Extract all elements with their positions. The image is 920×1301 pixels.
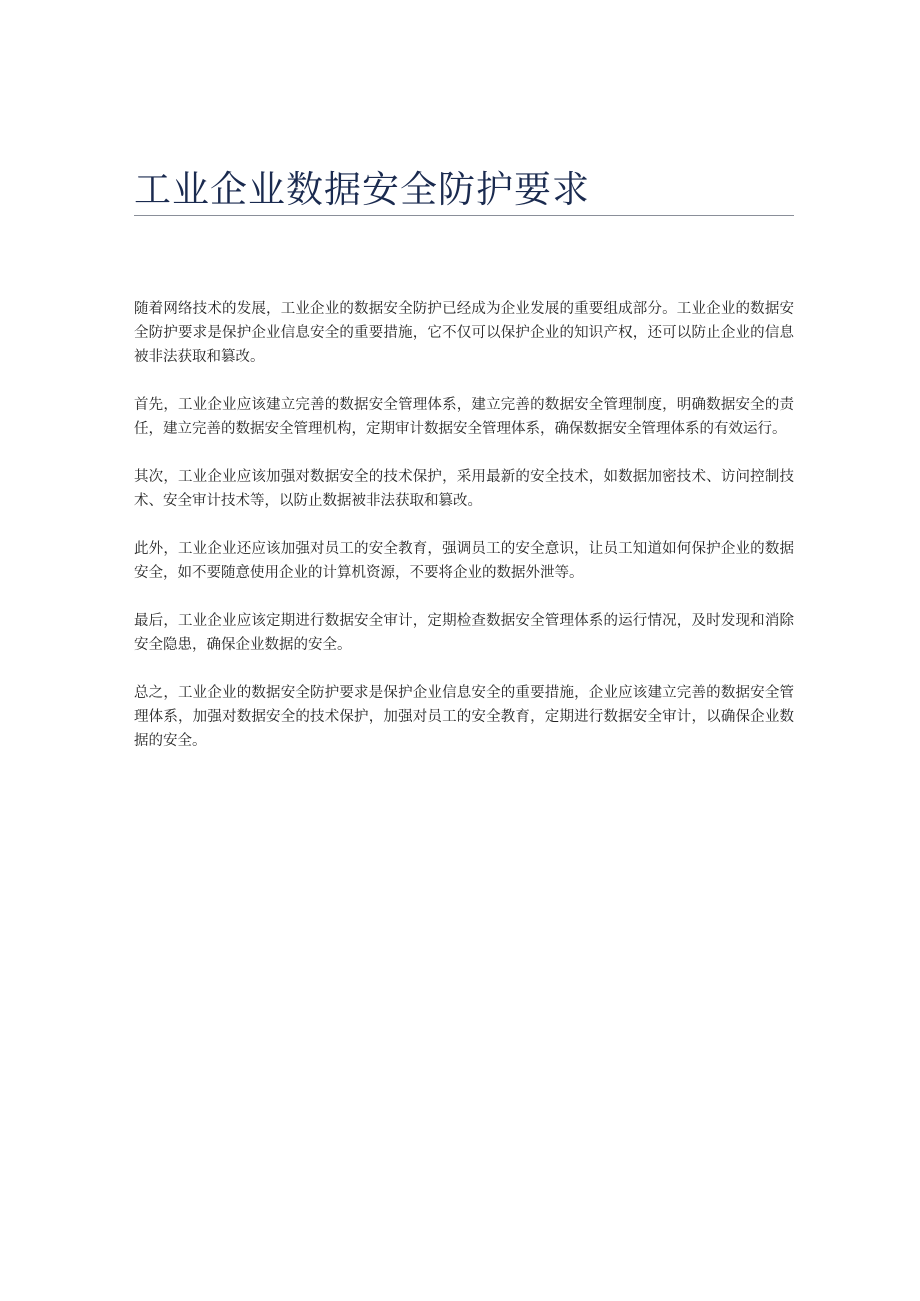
paragraph-second: 其次，工业企业应该加强对数据安全的技术保护，采用最新的安全技术，如数据加密技术、访问控制技术、安全审计技术等，以防止数据被非法获取和篡改。 [134,469,794,509]
paragraph-intro: 随着网络技术的发展，工业企业的数据安全防护已经成为企业发展的重要组成部分。工业企业的数据安全防护要求是保护企业信息安全的重要措施，它不仅可以保护企业的知识产权，还可以防止企业的信息被非法获取和篡改。 [134,301,794,365]
document-title: 工业企业数据安全防护要求 [134,168,590,211]
document-body [134,297,794,777]
paragraph-additional: 此外，工业企业还应该加强对员工的安全教育，强调员工的安全意识，让员工知道如何保护企业的数据安全，如不要随意使用企业的计算机资源，不要将企业的数据外泄等。 [134,541,794,581]
title-underline [134,215,794,216]
paragraph-summary: 总之，工业企业的数据安全防护要求是保护企业信息安全的重要措施，企业应该建立完善的数据安全管理体系，加强对数据安全的技术保护，加强对员工的安全教育，定期进行数据安全审计，以确保企业数据的安全。 [134,685,794,749]
paragraph-last: 最后，工业企业应该定期进行数据安全审计，定期检查数据安全管理体系的运行情况，及时发现和消除安全隐患，确保企业数据的安全。 [134,613,794,653]
paragraph-first: 首先，工业企业应该建立完善的数据安全管理体系，建立完善的数据安全管理制度，明确数据安全的责任，建立完善的数据安全管理机构，定期审计数据安全管理体系，确保数据安全管理体系的有效运行。 [134,397,794,437]
